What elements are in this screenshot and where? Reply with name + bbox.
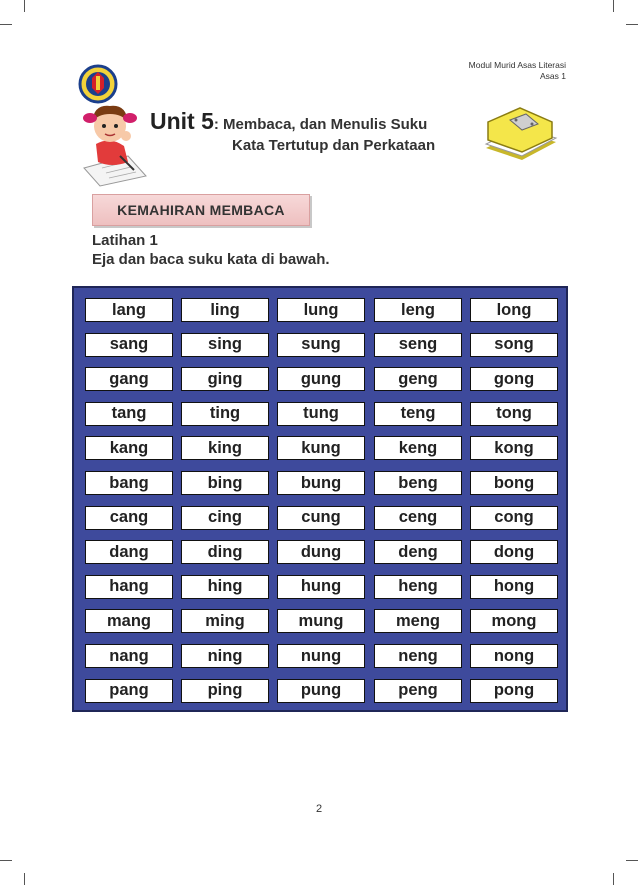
syllable-cell: sung [277, 333, 365, 357]
syllable-cell: hang [85, 575, 173, 599]
syllable-cell: bang [85, 471, 173, 495]
syllable-cell: ding [181, 540, 269, 564]
unit-title-line-2: Kata Tertutup dan Perkataan [232, 137, 436, 154]
crop-mark [24, 873, 25, 885]
syllable-cell: mong [470, 609, 558, 633]
syllable-cell: king [181, 436, 269, 460]
unit-title-line-1: : Membaca, dan Menulis Suku [213, 116, 428, 133]
syllable-cell: lang [85, 298, 173, 322]
syllable-cell: long [470, 298, 558, 322]
syllable-cell: mung [277, 609, 365, 633]
syllable-cell: ming [181, 609, 269, 633]
unit-title [150, 108, 427, 135]
syllable-cell: cung [277, 506, 365, 530]
syllable-cell: pong [470, 679, 558, 703]
syllable-cell: hung [277, 575, 365, 599]
syllable-cell: peng [374, 679, 462, 703]
syllable-cell: pang [85, 679, 173, 703]
module-header [469, 60, 566, 82]
skill-label: KEMAHIRAN MEMBACA [117, 202, 285, 218]
syllable-cell: tong [470, 402, 558, 426]
syllable-cell: hong [470, 575, 558, 599]
syllable-cell: tang [85, 402, 173, 426]
syllable-cell: kong [470, 436, 558, 460]
syllable-cell: dong [470, 540, 558, 564]
syllable-cell: beng [374, 471, 462, 495]
syllable-cell: sing [181, 333, 269, 357]
syllable-cell: ging [181, 367, 269, 391]
syllable-cell: hing [181, 575, 269, 599]
crop-mark [0, 24, 12, 25]
syllable-cell: teng [374, 402, 462, 426]
syllable-cell: kung [277, 436, 365, 460]
syllable-cell: cang [85, 506, 173, 530]
crop-mark [613, 0, 614, 12]
page-number: 2 [315, 803, 323, 815]
syllable-cell: ping [181, 679, 269, 703]
girl-writing-illustration [76, 96, 154, 188]
syllable-cell: bong [470, 471, 558, 495]
syllable-cell: gong [470, 367, 558, 391]
syllable-grid-panel [72, 286, 568, 712]
syllable-cell: gang [85, 367, 173, 391]
module-line-1: Modul Murid Asas Literasi [468, 60, 566, 70]
unit-number: Unit 5 [150, 108, 214, 134]
syllable-cell: nang [85, 644, 173, 668]
syllable-cell: bing [181, 471, 269, 495]
crop-mark [626, 24, 638, 25]
syllable-cell: ceng [374, 506, 462, 530]
syllable-cell: meng [374, 609, 462, 633]
skill-label-box [92, 194, 310, 226]
syllable-cell: nung [277, 644, 365, 668]
syllable-cell: keng [374, 436, 462, 460]
syllable-cell: deng [374, 540, 462, 564]
yellow-book-illustration [480, 100, 560, 166]
syllable-cell: heng [374, 575, 462, 599]
syllable-cell: sang [85, 333, 173, 357]
syllable-cell: lung [277, 298, 365, 322]
syllable-cell: pung [277, 679, 365, 703]
syllable-cell: leng [374, 298, 462, 322]
syllable-cell: tung [277, 402, 365, 426]
syllable-cell: ling [181, 298, 269, 322]
syllable-cell: dang [85, 540, 173, 564]
syllable-cell: gung [277, 367, 365, 391]
syllable-cell: seng [374, 333, 462, 357]
crop-mark [0, 860, 12, 861]
syllable-cell: bung [277, 471, 365, 495]
syllable-cell: kang [85, 436, 173, 460]
syllable-cell: cong [470, 506, 558, 530]
exercise-title: Latihan 1 [92, 232, 158, 249]
crop-mark [24, 0, 25, 12]
crop-mark [626, 860, 638, 861]
syllable-cell: song [470, 333, 558, 357]
syllable-cell: neng [374, 644, 462, 668]
syllable-cell: ning [181, 644, 269, 668]
syllable-cell: ting [181, 402, 269, 426]
exercise-instruction: Eja dan baca suku kata di bawah. [92, 251, 330, 268]
syllable-cell: cing [181, 506, 269, 530]
syllable-cell: dung [277, 540, 365, 564]
syllable-cell: mang [85, 609, 173, 633]
syllable-cell: geng [374, 367, 462, 391]
module-line-2: Asas 1 [540, 71, 566, 81]
crop-mark [613, 873, 614, 885]
syllable-cell: nong [470, 644, 558, 668]
